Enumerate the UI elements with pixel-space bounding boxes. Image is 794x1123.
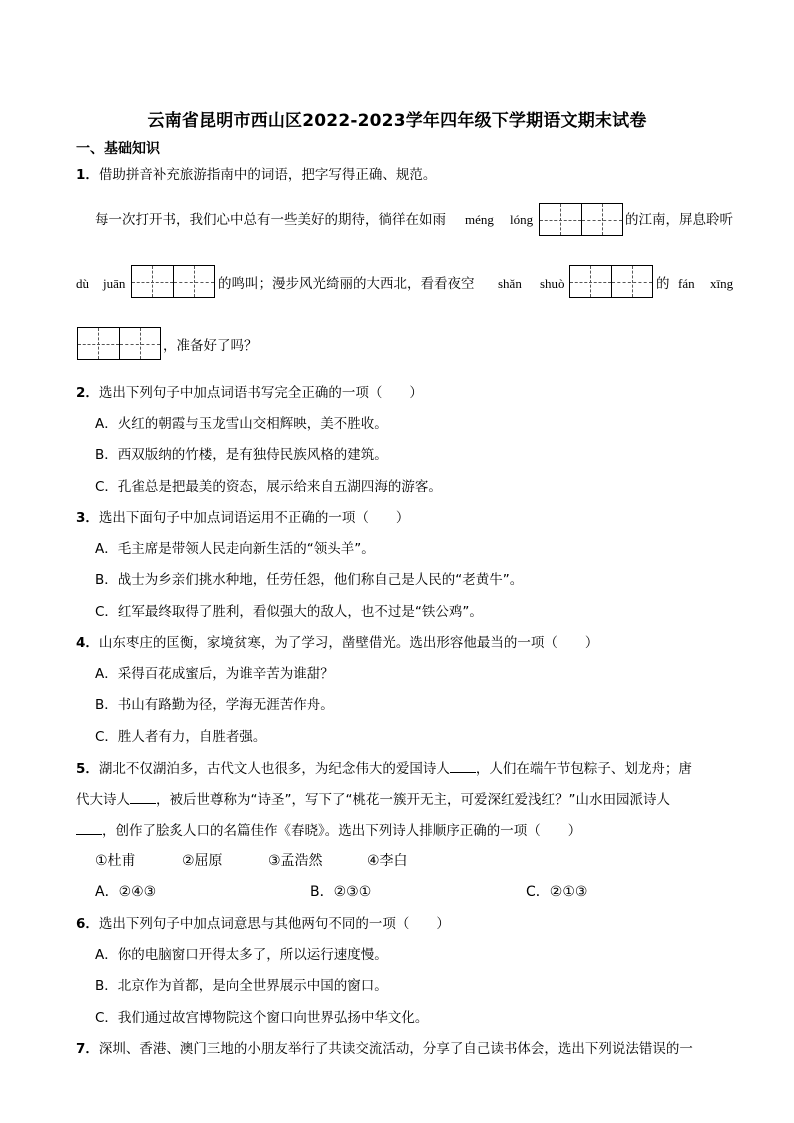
blank-poet-3[interactable] bbox=[76, 820, 102, 835]
poet-item-1: ①杜甫 bbox=[95, 853, 136, 869]
poet-item-2: ②屈原 bbox=[182, 853, 223, 869]
question-2-option-c[interactable]: C．孔雀总是把最美的资态，展示给来自五湖四海的游客。 bbox=[95, 479, 442, 495]
question-5-option-a[interactable]: A．②④③ bbox=[95, 884, 157, 900]
question-3-option-b[interactable]: B．战士为乡亲们挑水种地，任劳任怨，他们称自己是人民的“老黄牛”。 bbox=[95, 572, 524, 588]
question-5-stem-line-2: 代大诗人 ，被后世尊称为“诗圣”，写下了“桃花一簇开无主，可爱深红爱浅红？”山水田园派诗人 bbox=[76, 789, 670, 810]
question-2-stem: 2．选出下列句子中加点词语书写完全正确的一项（ ） bbox=[76, 385, 423, 401]
pinyin-fan: fán bbox=[678, 276, 695, 291]
pinyin-juan: juān bbox=[103, 276, 126, 291]
question-5-stem-line-3: ，创作了脍炙人口的名篇佳作《春晓》。选出下列诗人排顺序正确的一项（ ） bbox=[76, 820, 581, 841]
question-4-option-b[interactable]: B．书山有路勤为径，学海无涯苦作舟。 bbox=[95, 697, 334, 713]
question-5-option-c[interactable]: C．②①③ bbox=[526, 884, 588, 900]
question-2-option-b[interactable]: B．西双版纳的竹楼，是有独侍民族风格的建筑。 bbox=[95, 447, 388, 463]
question-1-text-after-box-1: 的江南，屏息聆听 bbox=[625, 212, 733, 228]
question-5-stem-line-1: 5．湖北不仅湖泊多，古代文人也很多，为纪念伟大的爱国诗人 ，人们在端午节包粽子、划龙舟；唐 bbox=[76, 758, 692, 779]
pinyin-meng: méng bbox=[465, 212, 494, 227]
blank-poet-2[interactable] bbox=[130, 789, 156, 804]
answer-box-dujuan[interactable] bbox=[131, 265, 215, 298]
question-1-paragraph-line-1: 每一次打开书，我们心中总有一些美好的期待，徜徉在如雨 bbox=[95, 212, 446, 228]
question-7-stem: 7．深圳、香港、澳门三地的小朋友举行了共读交流活动，分享了自己读书体会，选出下列说法错误的一 bbox=[76, 1041, 693, 1057]
pinyin-shan: shǎn bbox=[498, 276, 522, 291]
section-heading-basics: 一、基础知识 bbox=[76, 141, 160, 157]
question-5-option-b[interactable]: B．②③① bbox=[310, 884, 372, 900]
question-2-option-a[interactable]: A．火红的朝霞与玉龙雪山交相辉映，美不胜收。 bbox=[95, 416, 388, 432]
answer-box-menglong[interactable] bbox=[539, 203, 623, 236]
question-4-option-a[interactable]: A．采得百花成蜜后，为谁辛苦为谁甜？ bbox=[95, 666, 334, 682]
pinyin-du: dù bbox=[76, 276, 89, 291]
answer-box-fanxing[interactable] bbox=[77, 327, 161, 360]
question-3-option-c[interactable]: C．红军最终取得了胜利，看似强大的敌人，也不过是“铁公鸡”。 bbox=[95, 604, 483, 620]
answer-box-shanshuo[interactable] bbox=[569, 265, 653, 298]
question-6-option-b[interactable]: B．北京作为首都，是向全世界展示中国的窗口。 bbox=[95, 978, 388, 994]
question-4-option-c[interactable]: C．胜人者有力，自胜者强。 bbox=[95, 729, 267, 745]
poet-item-4: ④李白 bbox=[367, 853, 408, 869]
question-1-text-de: 的 bbox=[656, 276, 670, 292]
question-4-stem: 4．山东枣庄的匡衡，家境贫寒，为了学习，凿壁借光。选出形容他最当的一项（ ） bbox=[76, 635, 599, 651]
question-6-option-a[interactable]: A．你的电脑窗口开得太多了，所以运行速度慢。 bbox=[95, 947, 388, 963]
question-1-text-ending: ，准备好了吗？ bbox=[163, 338, 258, 354]
pinyin-long: lóng bbox=[510, 212, 534, 227]
question-3-stem: 3．选出下面句子中加点词语运用不正确的一项（ ） bbox=[76, 510, 410, 526]
pinyin-shuo: shuò bbox=[540, 276, 565, 291]
exam-title: 云南省昆明市西山区2022-2023学年四年级下学期语文期末试卷 bbox=[147, 111, 647, 131]
question-1-stem: 1．借助拼音补充旅游指南中的词语，把字写得正确、规范。 bbox=[76, 167, 437, 183]
pinyin-xing: xīng bbox=[710, 276, 734, 291]
question-3-option-a[interactable]: A．毛主席是带领人民走向新生活的“领头羊”。 bbox=[95, 541, 375, 557]
question-1-text-line-2: 的鸣叫；漫步风光绮丽的大西北，看看夜空 bbox=[218, 276, 475, 292]
poet-item-3: ③孟浩然 bbox=[268, 853, 323, 869]
blank-poet-1[interactable] bbox=[450, 758, 476, 773]
question-6-stem: 6．选出下列句子中加点词意思与其他两句不同的一项（ ） bbox=[76, 916, 450, 932]
question-6-option-c[interactable]: C．我们通过故宫博物院这个窗口向世界弘扬中华文化。 bbox=[95, 1010, 429, 1026]
